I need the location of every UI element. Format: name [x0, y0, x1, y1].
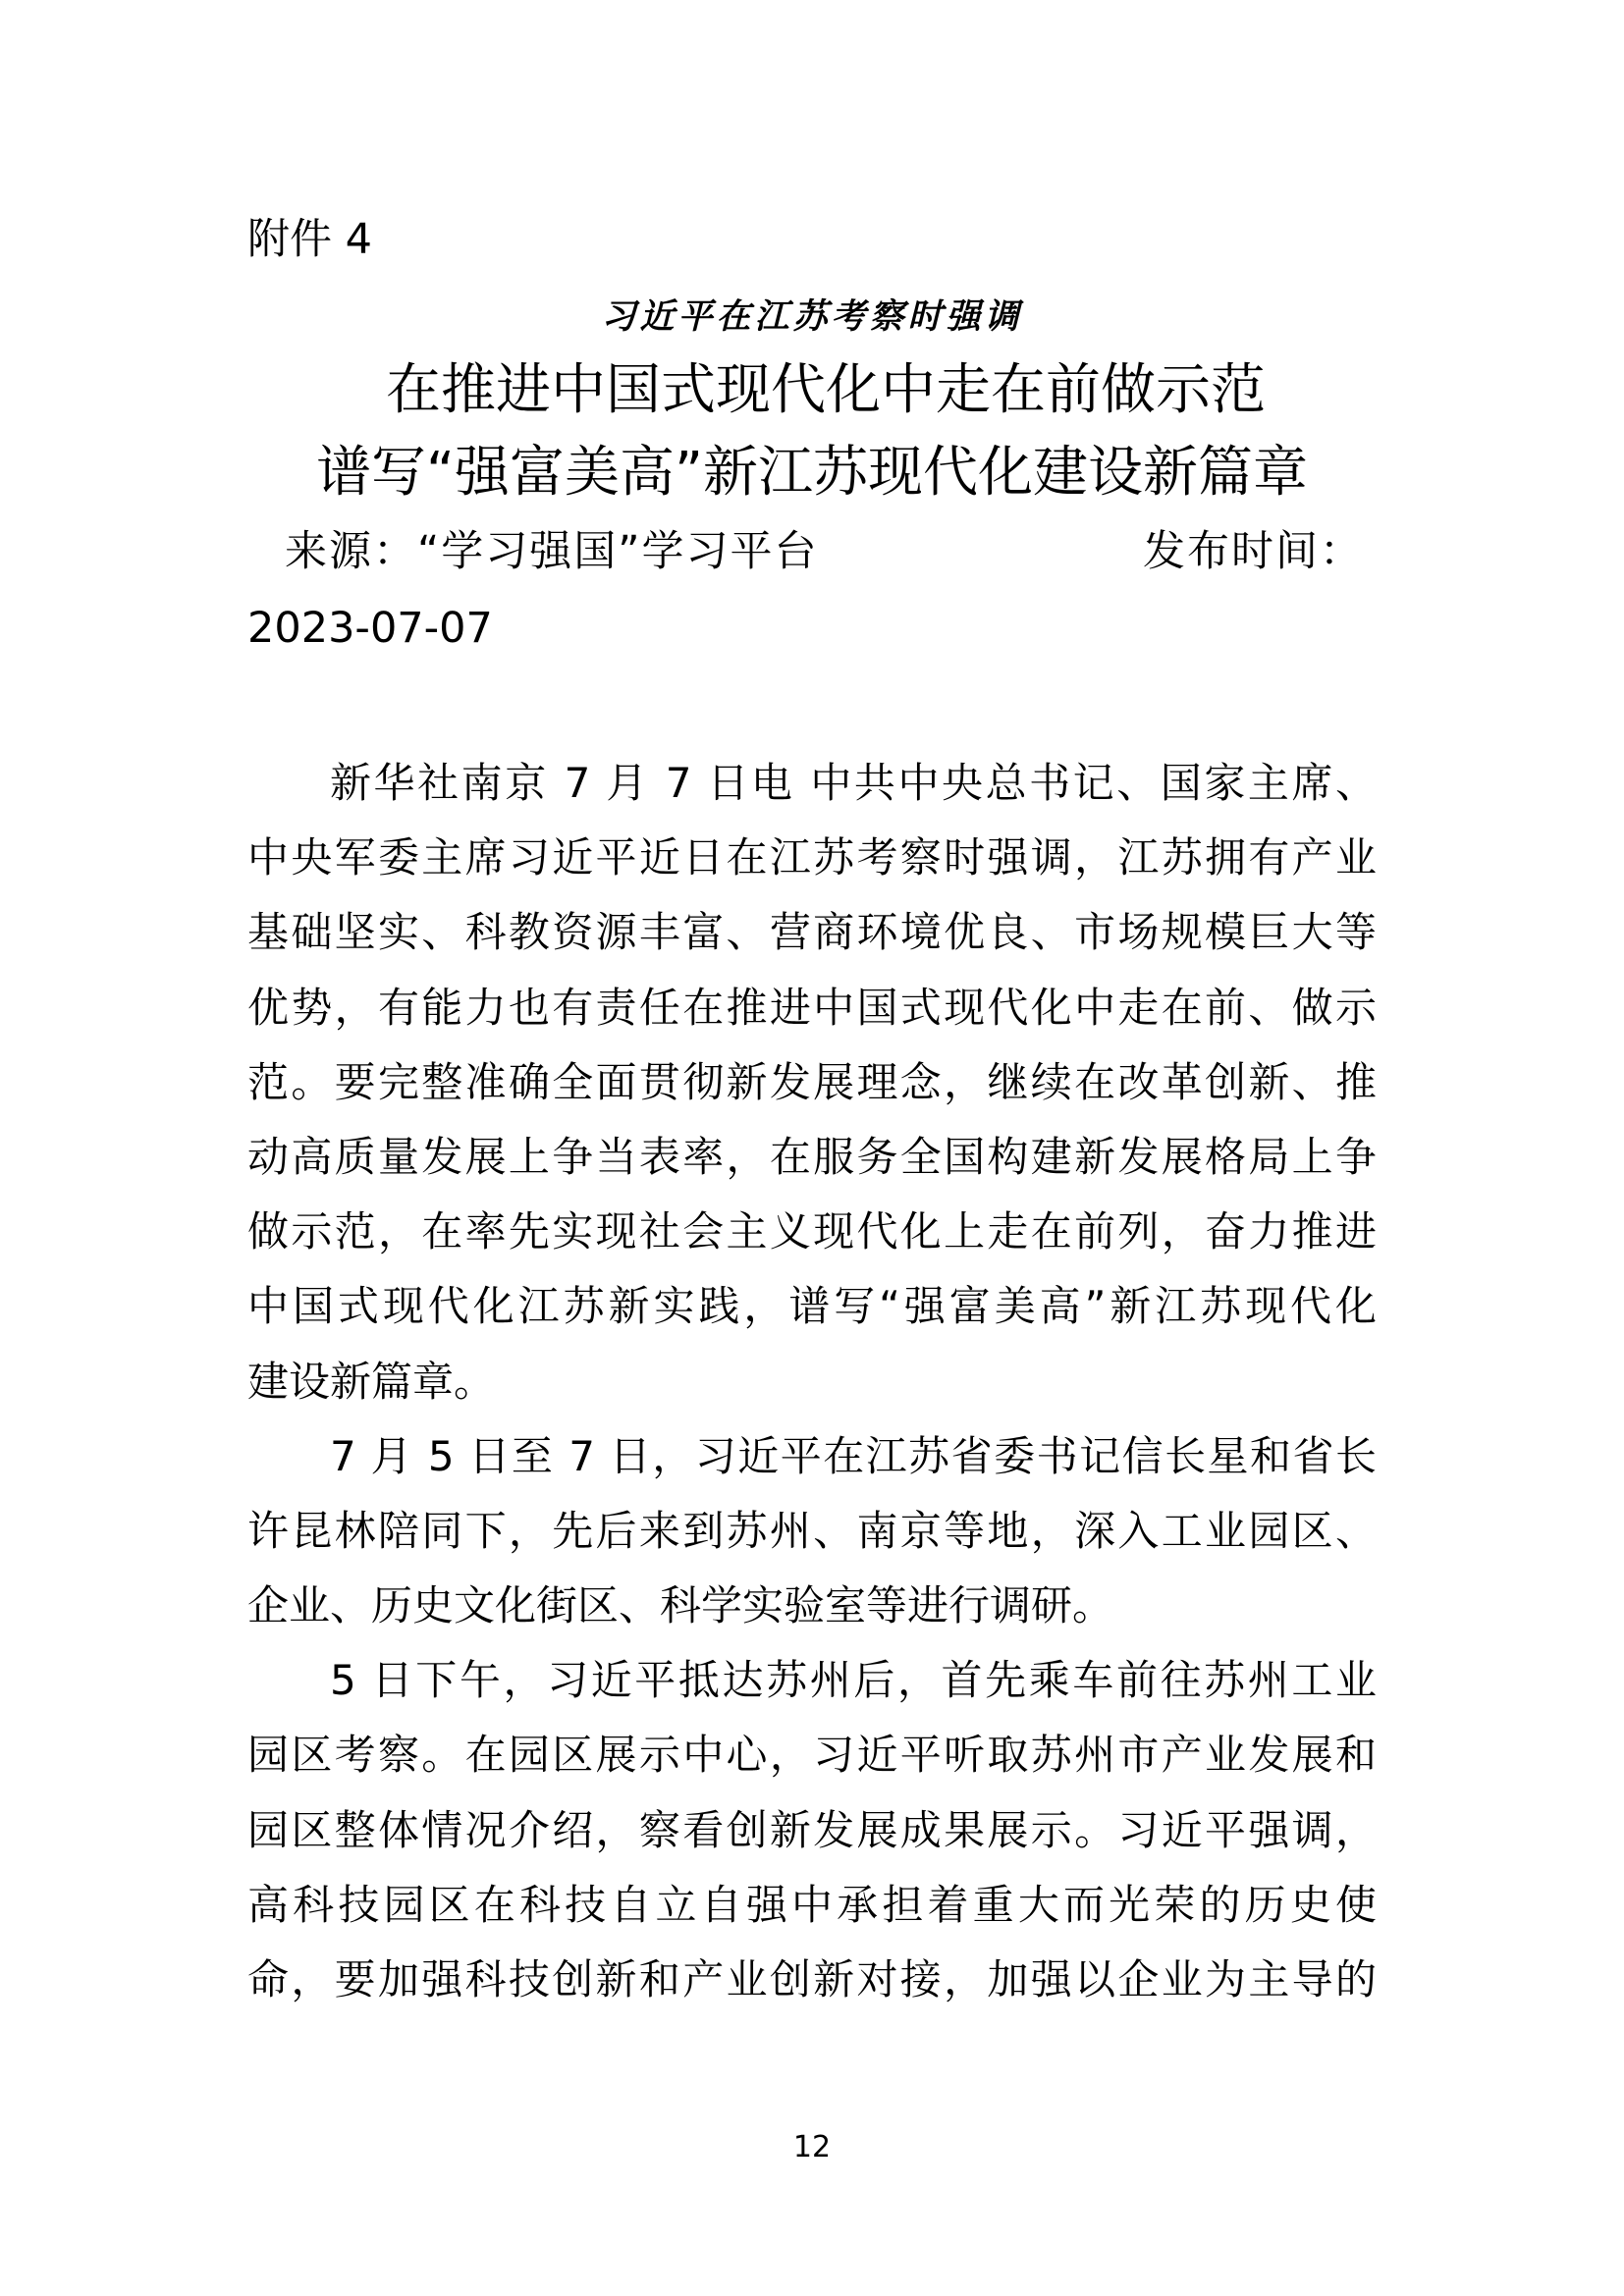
paragraph-line: 7 月 5 日至 7 日，习近平在江苏省委书记信长星和省长: [330, 1431, 1377, 1480]
paragraph-line: 园区整体情况介绍，察看创新发展成果展示。习近平强调，: [247, 1805, 1377, 1854]
publish-time-label: 发布时间：: [1143, 527, 1364, 576]
paragraph-line: 企业、历史文化街区、科学实验室等进行调研。: [247, 1581, 1114, 1630]
paragraph-line: 优势，有能力也有责任在推进中国式现代化中走在前、做示: [247, 983, 1377, 1032]
paragraph-line: 5 日下午，习近平抵达苏州后，首先乘车前往苏州工业: [330, 1656, 1377, 1705]
paragraph-line: 建设新篇章。: [247, 1357, 496, 1406]
paragraph-line: 新华社南京 7 月 7 日电 中共中央总书记、国家主席、: [330, 759, 1377, 807]
paragraph-line: 中国式现代化江苏新实践，谱写“强富美高”新江苏现代化: [247, 1282, 1377, 1331]
paragraph-line: 许昆林陪同下，先后来到苏州、南京等地，深入工业园区、: [247, 1506, 1377, 1555]
paragraph-line: 范。要完整准确全面贯彻新发展理念，继续在改革创新、推: [247, 1057, 1377, 1106]
paragraph-line: 命，要加强科技创新和产业创新对接，加强以企业为主导的: [247, 1955, 1377, 2003]
paragraph-line: 动高质量发展上争当表率，在服务全国构建新发展格局上争: [247, 1132, 1377, 1181]
paragraph-line: 基础坚实、科教资源丰富、营商环境优良、市场规模巨大等: [247, 908, 1377, 957]
paragraph-line: 做示范，在率先实现社会主义现代化上走在前列，奋力推进: [247, 1207, 1377, 1256]
article-body: [247, 746, 1377, 2017]
headline-kicker: 习近平在江苏考察时强调: [601, 296, 1023, 337]
headline-line-2: 谱写“强富美高”新江苏现代化建设新篇章: [315, 441, 1309, 505]
paragraph-line: 园区考察。在园区展示中心，习近平听取苏州市产业发展和: [247, 1731, 1377, 1780]
paragraph-line: 中央军委主席习近平近日在江苏考察时强调，江苏拥有产业: [247, 833, 1377, 882]
attachment-label: 附件 4: [247, 215, 373, 264]
publish-date: 2023-07-07: [247, 604, 493, 653]
page-number: 12: [792, 2130, 832, 2164]
source-text: 来源：“学习强国”学习平台: [285, 527, 819, 576]
headline-line-1: 在推进中国式现代化中走在前做示范: [386, 358, 1266, 422]
paragraph-line: 高科技园区在科技自立自强中承担着重大而光荣的历史使: [247, 1880, 1377, 1929]
